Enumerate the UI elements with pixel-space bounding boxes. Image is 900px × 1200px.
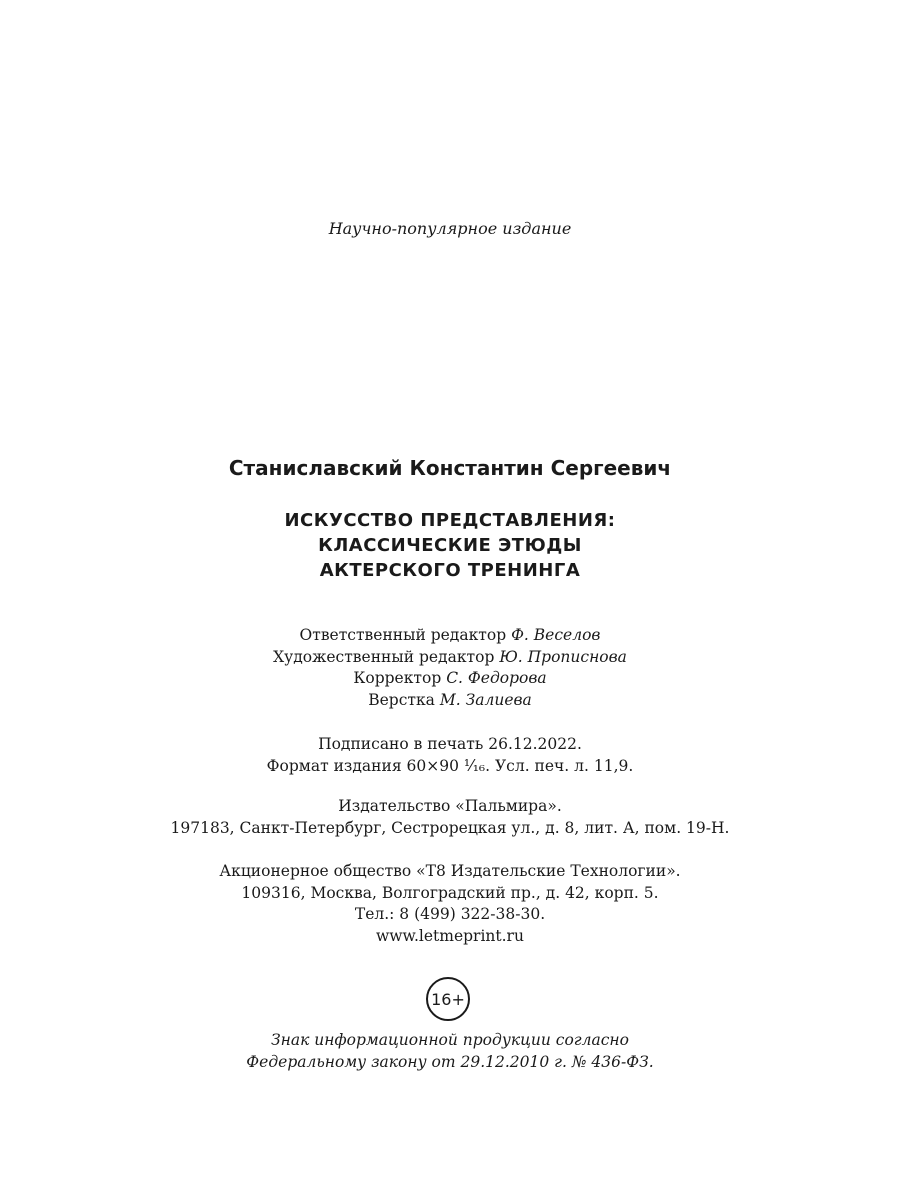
book-title-line: КЛАССИЧЕСКИЕ ЭТЮДЫ: [318, 535, 582, 556]
publisher-name: Издательство «Пальмира».: [338, 797, 562, 815]
credit-role: Художественный редактор: [273, 647, 495, 666]
credit-line: [0, 647, 900, 669]
credit-name: Ф. Веселов: [511, 626, 601, 644]
print-info-block: [0, 734, 900, 777]
age-rating-badge: 16+: [426, 977, 470, 1021]
credit-name: С. Федорова: [446, 669, 547, 687]
book-title: [0, 508, 900, 583]
credit-line: [0, 625, 900, 647]
printer-block: [0, 861, 900, 947]
credit-line: [0, 690, 900, 712]
credit-role: Ответственный редактор: [299, 626, 507, 644]
publisher-block: [0, 796, 900, 839]
credit-name: М. Залиева: [439, 690, 532, 709]
credits-block: [0, 625, 900, 711]
credit-line: [0, 668, 900, 690]
printer-website: www.letmeprint.ru: [376, 926, 524, 945]
author-name: Станиславский Константин Сергеевич: [228, 456, 672, 480]
printer-address: 109316, Москва, Волгоградский пр., д. 42, корп. 5.: [241, 883, 659, 902]
print-signed-line: Подписано в печать 26.12.2022.: [318, 735, 582, 753]
print-format-line: Формат издания 60×90 ¹⁄₁₆. Усл. печ. л. 11,9.: [266, 756, 634, 775]
printer-phone: Тел.: 8 (499) 322-38-30.: [354, 905, 546, 923]
credit-role: Корректор: [353, 669, 442, 687]
book-title-line: ИСКУССТВО ПРЕДСТАВЛЕНИЯ:: [284, 510, 616, 531]
law-note-line: Федеральному закону от 29.12.2010 г. № 436-ФЗ.: [246, 1052, 654, 1071]
printer-name: Акционерное общество «Т8 Издательские Технологии».: [219, 862, 681, 880]
credit-name: Ю. Прописнова: [499, 647, 627, 666]
law-note-block: [0, 1030, 900, 1073]
book-title-line: АКТЕРСКОГО ТРЕНИНГА: [319, 560, 581, 581]
law-note-line: Знак информационной продукции согласно: [271, 1031, 629, 1049]
edition-type: Научно-популярное издание: [328, 219, 572, 238]
publisher-address: 197183, Санкт-Петербург, Сестрорецкая ул., д. 8, лит. А, пом. 19-Н.: [170, 818, 730, 837]
credit-role: Верстка: [368, 690, 435, 709]
